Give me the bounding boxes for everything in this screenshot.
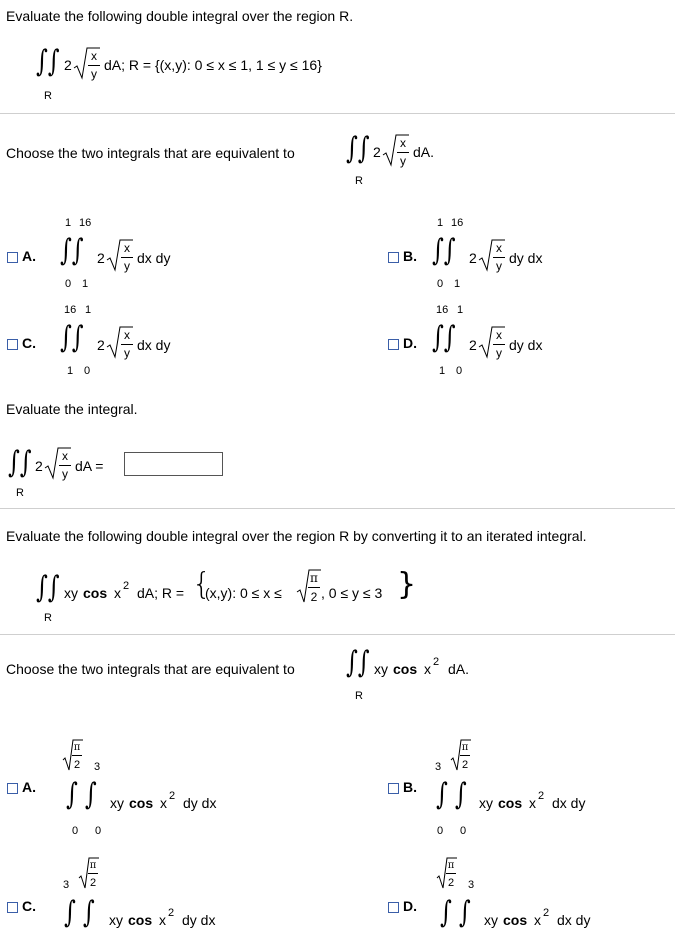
integral-sign-icon: ∫∫ [36, 570, 60, 605]
integral-sign-icon: ∫ ∫ [436, 777, 467, 812]
integral-sign-icon: ∫∫ [8, 445, 32, 480]
p2-instruction: Evaluate the following double integral over the region R by converting it to an iterated integral. [6, 528, 587, 544]
integral-sign-icon: ∫∫ [346, 131, 370, 166]
integral-sign-icon: ∫∫ [432, 320, 456, 355]
p1-instruction: Evaluate the following double integral over the region R. [6, 8, 354, 24]
checkbox-icon[interactable] [388, 339, 399, 350]
checkbox-icon[interactable] [7, 252, 18, 263]
checkbox-icon[interactable] [7, 783, 18, 794]
integral-sign-icon: ∫∫ [432, 233, 456, 268]
checkbox-icon[interactable] [388, 902, 399, 913]
integral-sign-icon: ∫∫ [36, 44, 60, 79]
integral-sign-icon: ∫∫ [346, 645, 370, 680]
integral-sign-icon: ∫∫ [60, 320, 84, 355]
checkbox-icon[interactable] [388, 783, 399, 794]
answer-input[interactable] [124, 452, 223, 476]
divider [0, 634, 675, 635]
left-brace-icon: { [192, 567, 212, 602]
checkbox-icon[interactable] [388, 252, 399, 263]
integral-sign-icon: ∫ ∫ [66, 777, 97, 812]
integral-sign-icon: ∫ ∫ [64, 895, 95, 930]
checkbox-icon[interactable] [7, 339, 18, 350]
integral-sign-icon: ∫∫ [60, 233, 84, 268]
integral-sign-icon: ∫ ∫ [440, 895, 471, 930]
divider [0, 508, 675, 509]
checkbox-icon[interactable] [7, 902, 18, 913]
divider [0, 113, 675, 114]
p1-evaluate-text: Evaluate the integral. [6, 401, 138, 417]
right-brace-icon: } [397, 567, 417, 602]
